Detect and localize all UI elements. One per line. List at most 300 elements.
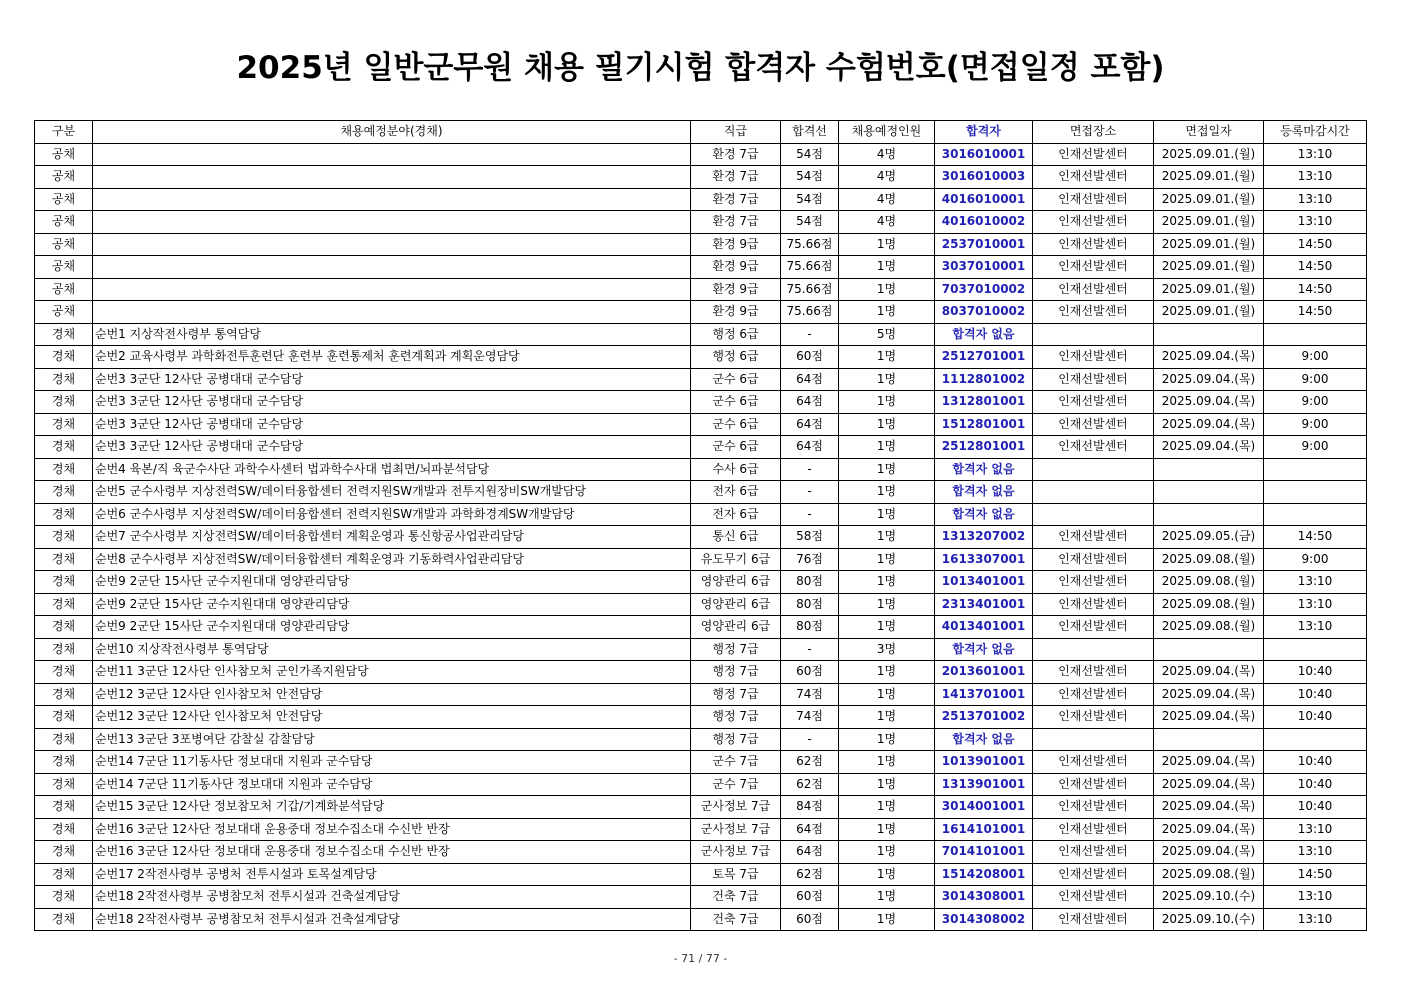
cell-deadline: 14:50 [1264,256,1367,279]
cell-deadline: 13:10 [1264,143,1367,166]
page-number: - 71 / 77 - [673,952,728,965]
cell-interview-date: 2025.09.08.(월) [1154,616,1264,639]
cell-grade: 환경 9급 [691,233,781,256]
cell-passer: 2313401001 [935,593,1033,616]
cell-field: 순번6 군수사령부 지상전력SW/데이터융합센터 전력지원SW개발과 과학화경계SW개발담당 [93,503,691,526]
cell-field: 순번2 교육사령부 과학화전투훈련단 훈련부 훈련통제처 훈련계획과 계획운영담당 [93,346,691,369]
cell-field: 순번7 군수사령부 지상전력SW/데이터융합센터 계획운영과 통신항공사업관리담당 [93,526,691,549]
cell-field: 순번8 군수사령부 지상전력SW/데이터융합센터 계획운영과 기동화력사업관리담당 [93,548,691,571]
table-row [35,188,1367,211]
cell-planned-count: 1명 [839,773,935,796]
cell-interview-date: 2025.09.08.(월) [1154,593,1264,616]
cell-interview-place: 인재선발센터 [1033,616,1154,639]
cell-interview-place: 인재선발센터 [1033,818,1154,841]
cell-field: 순번9 2군단 15사단 군수지원대대 영양관리담당 [93,616,691,639]
cell-interview-place [1033,323,1154,346]
cell-cutoff: 75.66점 [781,233,839,256]
cell-deadline: 14:50 [1264,233,1367,256]
cell-planned-count: 1명 [839,728,935,751]
cell-grade: 환경 7급 [691,166,781,189]
cell-interview-place: 인재선발센터 [1033,166,1154,189]
cell-interview-date: 2025.09.01.(월) [1154,278,1264,301]
cell-interview-date: 2025.09.04.(목) [1154,391,1264,414]
cell-deadline: 13:10 [1264,166,1367,189]
cell-grade: 영양관리 6급 [691,571,781,594]
cell-interview-place: 인재선발센터 [1033,188,1154,211]
cell-category: 경채 [35,638,93,661]
cell-interview-place [1033,481,1154,504]
cell-passer: 4013401001 [935,616,1033,639]
cell-grade: 수사 6급 [691,458,781,481]
table-row [35,278,1367,301]
cell-interview-place: 인재선발센터 [1033,233,1154,256]
cell-interview-date [1154,728,1264,751]
cell-passer: 3014308002 [935,908,1033,931]
cell-grade: 군사정보 7급 [691,818,781,841]
cell-interview-place: 인재선발센터 [1033,751,1154,774]
table-header-row [35,121,1367,144]
cell-passer: 3016010003 [935,166,1033,189]
cell-passer: 7037010002 [935,278,1033,301]
cell-planned-count: 1명 [839,593,935,616]
results-table [34,120,1367,931]
cell-grade: 환경 7급 [691,188,781,211]
cell-cutoff: 80점 [781,593,839,616]
cell-passer: 2013601001 [935,661,1033,684]
cell-deadline: 13:10 [1264,571,1367,594]
table-body [35,143,1367,931]
cell-interview-place: 인재선발센터 [1033,526,1154,549]
cell-interview-place: 인재선발센터 [1033,436,1154,459]
cell-interview-date: 2025.09.01.(월) [1154,233,1264,256]
cell-cutoff: - [781,503,839,526]
cell-interview-date [1154,458,1264,481]
cell-category: 공채 [35,256,93,279]
cell-field: 순번12 3군단 12사단 인사참모처 안전담당 [93,706,691,729]
cell-passer: 1312801001 [935,391,1033,414]
cell-deadline: 13:10 [1264,841,1367,864]
cell-cutoff: 60점 [781,346,839,369]
cell-grade: 군수 6급 [691,413,781,436]
cell-deadline: 10:40 [1264,796,1367,819]
table-row [35,256,1367,279]
cell-grade: 행정 7급 [691,706,781,729]
cell-passer: 8037010002 [935,301,1033,324]
cell-deadline: 10:40 [1264,751,1367,774]
cell-passer: 1013901001 [935,751,1033,774]
cell-interview-place [1033,503,1154,526]
table-row [35,863,1367,886]
cell-interview-date: 2025.09.04.(목) [1154,751,1264,774]
cell-planned-count: 1명 [839,233,935,256]
cell-deadline: 9:00 [1264,436,1367,459]
cell-deadline: 10:40 [1264,683,1367,706]
cell-grade: 군사정보 7급 [691,796,781,819]
cell-category: 경채 [35,368,93,391]
cell-interview-date: 2025.09.04.(목) [1154,818,1264,841]
cell-planned-count: 1명 [839,796,935,819]
cell-category: 공채 [35,233,93,256]
cell-passer: 합격자 없음 [935,458,1033,481]
cell-category: 경채 [35,841,93,864]
cell-field [93,143,691,166]
cell-planned-count: 4명 [839,211,935,234]
cell-planned-count: 1명 [839,616,935,639]
cell-field [93,166,691,189]
cell-interview-place [1033,728,1154,751]
cell-planned-count: 1명 [839,661,935,684]
table-row [35,413,1367,436]
cell-cutoff: 64점 [781,818,839,841]
cell-interview-place [1033,638,1154,661]
header-cutoff: 합격선 [781,121,839,144]
page-title: 2025년 일반군무원 채용 필기시험 합격자 수험번호(면접일정 포함) [236,50,1165,86]
cell-interview-place [1033,458,1154,481]
cell-grade: 행정 6급 [691,346,781,369]
cell-category: 경채 [35,751,93,774]
cell-field: 순번3 3군단 12사단 공병대대 군수담당 [93,391,691,414]
cell-passer: 합격자 없음 [935,481,1033,504]
cell-cutoff: 74점 [781,683,839,706]
cell-planned-count: 1명 [839,346,935,369]
cell-field: 순번18 2작전사령부 공병참모처 전투시설과 건축설계담당 [93,886,691,909]
cell-field: 순번14 7군단 11기동사단 정보대대 지원과 군수담당 [93,773,691,796]
cell-field: 순번18 2작전사령부 공병참모처 전투시설과 건축설계담당 [93,908,691,931]
cell-planned-count: 1명 [839,256,935,279]
cell-category: 공채 [35,143,93,166]
table-row [35,368,1367,391]
cell-interview-date: 2025.09.04.(목) [1154,368,1264,391]
cell-field: 순번3 3군단 12사단 공병대대 군수담당 [93,413,691,436]
cell-cutoff: 75.66점 [781,256,839,279]
cell-passer: 1313207002 [935,526,1033,549]
cell-interview-place: 인재선발센터 [1033,593,1154,616]
cell-category: 경채 [35,773,93,796]
cell-planned-count: 1명 [839,278,935,301]
cell-field [93,188,691,211]
cell-field: 순번3 3군단 12사단 공병대대 군수담당 [93,436,691,459]
cell-field: 순번16 3군단 12사단 정보대대 운용중대 정보수집소대 수신반 반장 [93,841,691,864]
cell-interview-date [1154,481,1264,504]
cell-cutoff: 64점 [781,368,839,391]
table-row [35,818,1367,841]
cell-cutoff: 54점 [781,143,839,166]
cell-passer: 4016010002 [935,211,1033,234]
table-row [35,458,1367,481]
cell-deadline: 14:50 [1264,863,1367,886]
table-row [35,908,1367,931]
cell-interview-place: 인재선발센터 [1033,368,1154,391]
cell-passer: 2537010001 [935,233,1033,256]
cell-deadline: 9:00 [1264,413,1367,436]
cell-planned-count: 4명 [839,166,935,189]
cell-grade: 군수 6급 [691,391,781,414]
cell-passer: 2513701002 [935,706,1033,729]
cell-cutoff: 64점 [781,841,839,864]
table-row [35,233,1367,256]
cell-interview-date: 2025.09.01.(월) [1154,256,1264,279]
cell-field: 순번17 2작전사령부 공병처 전투시설과 토목설계담당 [93,863,691,886]
cell-field: 순번12 3군단 12사단 인사참모처 안전담당 [93,683,691,706]
header-category: 구분 [35,121,93,144]
cell-deadline: 13:10 [1264,908,1367,931]
cell-grade: 영양관리 6급 [691,616,781,639]
cell-deadline: 10:40 [1264,661,1367,684]
cell-planned-count: 1명 [839,886,935,909]
cell-interview-date: 2025.09.04.(목) [1154,796,1264,819]
table-row [35,638,1367,661]
cell-category: 경채 [35,458,93,481]
cell-planned-count: 1명 [839,481,935,504]
cell-planned-count: 1명 [839,706,935,729]
cell-category: 경채 [35,706,93,729]
cell-interview-place: 인재선발센터 [1033,278,1154,301]
cell-interview-place: 인재선발센터 [1033,256,1154,279]
cell-grade: 건축 7급 [691,908,781,931]
cell-planned-count: 1명 [839,908,935,931]
header-grade: 직급 [691,121,781,144]
cell-passer: 3037010001 [935,256,1033,279]
cell-field: 순번5 군수사령부 지상전력SW/데이터융합센터 전력지원SW개발과 전투지원장비SW개발담당 [93,481,691,504]
cell-deadline [1264,458,1367,481]
cell-grade: 환경 9급 [691,301,781,324]
table-row [35,503,1367,526]
cell-field: 순번9 2군단 15사단 군수지원대대 영양관리담당 [93,593,691,616]
table-row [35,143,1367,166]
cell-passer: 1514208001 [935,863,1033,886]
cell-field: 순번11 3군단 12사단 인사참모처 군인가족지원담당 [93,661,691,684]
table-row [35,616,1367,639]
cell-interview-date: 2025.09.04.(목) [1154,773,1264,796]
cell-field [93,256,691,279]
table-row [35,166,1367,189]
cell-grade: 군수 6급 [691,368,781,391]
cell-planned-count: 5명 [839,323,935,346]
cell-passer: 1413701001 [935,683,1033,706]
cell-passer: 1112801002 [935,368,1033,391]
cell-interview-place: 인재선발센터 [1033,773,1154,796]
cell-planned-count: 1명 [839,413,935,436]
cell-category: 경채 [35,436,93,459]
table-row [35,548,1367,571]
cell-interview-place: 인재선발센터 [1033,661,1154,684]
cell-cutoff: 80점 [781,571,839,594]
cell-interview-date [1154,323,1264,346]
table-row [35,211,1367,234]
cell-field: 순번13 3군단 3포병여단 감찰실 감찰담당 [93,728,691,751]
cell-planned-count: 1명 [839,571,935,594]
table-row [35,773,1367,796]
table-row [35,593,1367,616]
cell-grade: 군수 7급 [691,773,781,796]
cell-planned-count: 1명 [839,368,935,391]
cell-passer: 3014308001 [935,886,1033,909]
cell-grade: 통신 6급 [691,526,781,549]
cell-interview-date: 2025.09.04.(목) [1154,346,1264,369]
cell-deadline [1264,638,1367,661]
cell-category: 경채 [35,616,93,639]
cell-cutoff: 62점 [781,751,839,774]
table-row [35,301,1367,324]
header-interview-place: 면접장소 [1033,121,1154,144]
cell-category: 공채 [35,211,93,234]
cell-cutoff: 80점 [781,616,839,639]
cell-planned-count: 1명 [839,301,935,324]
cell-interview-place: 인재선발센터 [1033,683,1154,706]
cell-planned-count: 1명 [839,841,935,864]
cell-category: 경채 [35,886,93,909]
cell-interview-place: 인재선발센터 [1033,548,1154,571]
cell-interview-date: 2025.09.04.(목) [1154,841,1264,864]
cell-cutoff: 64점 [781,391,839,414]
cell-category: 경채 [35,503,93,526]
cell-field: 순번15 3군단 12사단 정보참모처 기갑/기계화분석담당 [93,796,691,819]
cell-passer: 3014001001 [935,796,1033,819]
cell-cutoff: - [781,481,839,504]
cell-interview-date: 2025.09.04.(목) [1154,413,1264,436]
cell-planned-count: 1명 [839,436,935,459]
cell-deadline: 9:00 [1264,368,1367,391]
cell-cutoff: 54점 [781,166,839,189]
cell-interview-date: 2025.09.10.(수) [1154,908,1264,931]
cell-passer: 1313901001 [935,773,1033,796]
cell-interview-place: 인재선발센터 [1033,796,1154,819]
cell-interview-date: 2025.09.08.(월) [1154,548,1264,571]
cell-cutoff: 54점 [781,211,839,234]
cell-interview-place: 인재선발센터 [1033,391,1154,414]
cell-deadline: 9:00 [1264,391,1367,414]
cell-grade: 군사정보 7급 [691,841,781,864]
cell-grade: 행정 6급 [691,323,781,346]
cell-deadline: 14:50 [1264,526,1367,549]
cell-interview-place: 인재선발센터 [1033,571,1154,594]
cell-cutoff: 60점 [781,886,839,909]
cell-field: 순번10 지상작전사령부 통역담당 [93,638,691,661]
table-row [35,728,1367,751]
table-row [35,436,1367,459]
cell-category: 경채 [35,683,93,706]
cell-cutoff: 54점 [781,188,839,211]
cell-grade: 환경 9급 [691,278,781,301]
cell-cutoff: 60점 [781,908,839,931]
cell-field: 순번14 7군단 11기동사단 정보대대 지원과 군수담당 [93,751,691,774]
cell-cutoff: 84점 [781,796,839,819]
cell-field: 순번3 3군단 12사단 공병대대 군수담당 [93,368,691,391]
cell-deadline: 9:00 [1264,548,1367,571]
cell-field [93,211,691,234]
cell-passer: 1613307001 [935,548,1033,571]
table-row [35,886,1367,909]
cell-deadline: 13:10 [1264,886,1367,909]
cell-passer: 2512801001 [935,436,1033,459]
cell-field [93,233,691,256]
cell-cutoff: 58점 [781,526,839,549]
cell-deadline: 14:50 [1264,301,1367,324]
cell-category: 공채 [35,166,93,189]
cell-category: 공채 [35,278,93,301]
cell-interview-place: 인재선발센터 [1033,211,1154,234]
cell-cutoff: 75.66점 [781,278,839,301]
cell-category: 경채 [35,818,93,841]
cell-planned-count: 1명 [839,391,935,414]
table-row [35,683,1367,706]
cell-interview-date: 2025.09.01.(월) [1154,211,1264,234]
cell-interview-date: 2025.09.05.(금) [1154,526,1264,549]
cell-deadline: 9:00 [1264,346,1367,369]
cell-cutoff: - [781,458,839,481]
cell-grade: 군수 6급 [691,436,781,459]
table-row [35,571,1367,594]
cell-grade: 행정 7급 [691,683,781,706]
cell-interview-place: 인재선발센터 [1033,413,1154,436]
cell-field [93,278,691,301]
cell-grade: 환경 9급 [691,256,781,279]
cell-category: 경채 [35,413,93,436]
table-row [35,526,1367,549]
cell-cutoff: 75.66점 [781,301,839,324]
cell-grade: 토목 7급 [691,863,781,886]
cell-interview-date: 2025.09.01.(월) [1154,301,1264,324]
cell-planned-count: 1명 [839,863,935,886]
cell-planned-count: 1명 [839,818,935,841]
cell-category: 경채 [35,391,93,414]
cell-interview-place: 인재선발센터 [1033,301,1154,324]
cell-interview-date [1154,503,1264,526]
cell-interview-date: 2025.09.01.(월) [1154,188,1264,211]
header-interview-date: 면접일자 [1154,121,1264,144]
cell-planned-count: 1명 [839,548,935,571]
table-row [35,391,1367,414]
cell-category: 경채 [35,661,93,684]
cell-interview-place: 인재선발센터 [1033,908,1154,931]
cell-planned-count: 1명 [839,683,935,706]
cell-passer: 1013401001 [935,571,1033,594]
cell-category: 경채 [35,548,93,571]
cell-cutoff: 64점 [781,413,839,436]
cell-cutoff: 62점 [781,773,839,796]
table-row [35,796,1367,819]
cell-category: 경채 [35,346,93,369]
header-planned-count: 채용예정인원 [839,121,935,144]
cell-interview-place: 인재선발센터 [1033,346,1154,369]
cell-passer: 3016010001 [935,143,1033,166]
cell-passer: 7014101001 [935,841,1033,864]
cell-interview-date [1154,638,1264,661]
cell-category: 경채 [35,323,93,346]
cell-deadline: 13:10 [1264,211,1367,234]
cell-grade: 전자 6급 [691,503,781,526]
cell-passer: 합격자 없음 [935,638,1033,661]
cell-grade: 건축 7급 [691,886,781,909]
cell-grade: 행정 7급 [691,728,781,751]
cell-interview-place: 인재선발센터 [1033,706,1154,729]
cell-cutoff: 74점 [781,706,839,729]
cell-interview-date: 2025.09.04.(목) [1154,436,1264,459]
cell-interview-date: 2025.09.08.(월) [1154,863,1264,886]
cell-category: 경채 [35,728,93,751]
cell-grade: 환경 7급 [691,143,781,166]
cell-field: 순번1 지상작전사령부 통역담당 [93,323,691,346]
cell-deadline [1264,323,1367,346]
cell-planned-count: 4명 [839,143,935,166]
cell-grade: 전자 6급 [691,481,781,504]
cell-passer: 2512701001 [935,346,1033,369]
cell-cutoff: 62점 [781,863,839,886]
cell-grade: 행정 7급 [691,638,781,661]
cell-planned-count: 1명 [839,458,935,481]
cell-category: 경채 [35,863,93,886]
header-field: 채용예정분야(경채) [93,121,691,144]
